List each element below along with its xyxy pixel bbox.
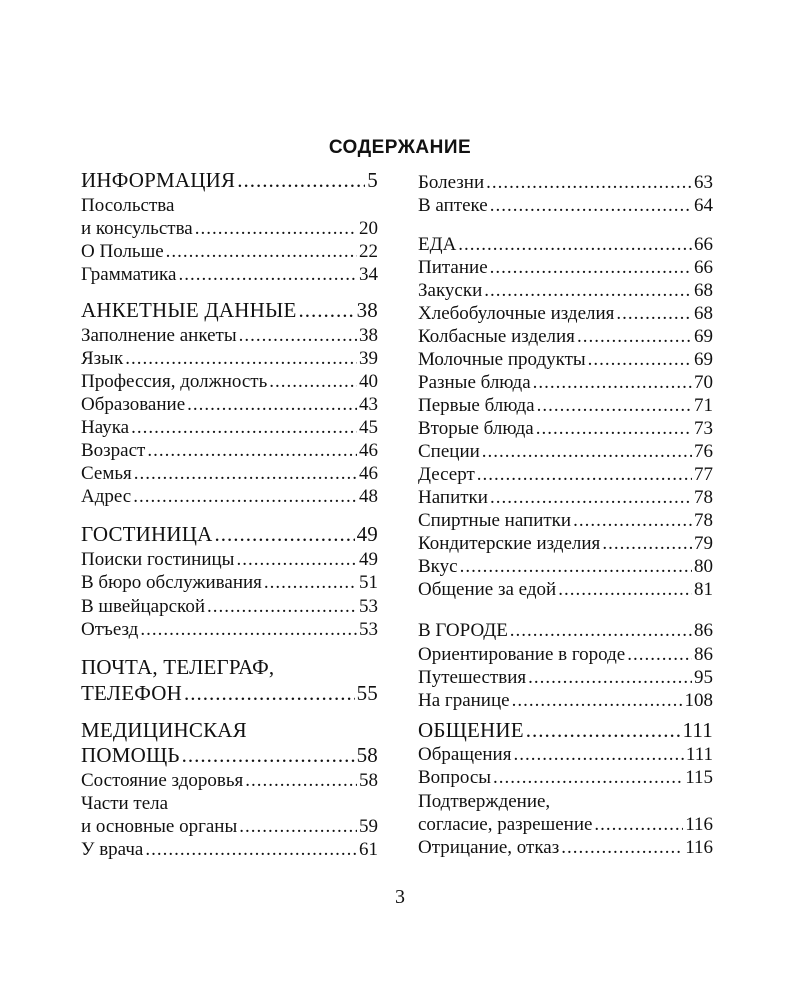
toc-entry [81, 596, 378, 618]
entry-page: 68 [694, 280, 713, 301]
entry-title: ОБЩЕНИЕ [418, 718, 524, 742]
entry-title: Грамматика [81, 264, 177, 285]
entry-title: Общение за едой [418, 579, 557, 600]
toc-section-entry [81, 522, 378, 547]
toc-entry [418, 667, 713, 689]
toc-entry [81, 417, 378, 439]
dot-leader [533, 372, 692, 394]
dot-leader [133, 486, 357, 508]
toc-entry [81, 816, 378, 838]
entry-page: 39 [359, 348, 378, 369]
entry-title: О Польше [81, 241, 164, 262]
entry-title: Первые блюда [418, 395, 535, 416]
toc-entry [418, 464, 713, 486]
entry-title: Закуски [418, 280, 483, 301]
entry-title: Вопросы [418, 767, 492, 788]
entry-page: 108 [684, 690, 713, 711]
entry-title: В швейцарской [81, 596, 205, 617]
entry-page: 116 [685, 837, 713, 858]
entry-title: Молочные продукты [418, 349, 586, 370]
entry-page: 20 [359, 218, 378, 239]
dot-leader [510, 620, 692, 642]
toc-entry [81, 195, 378, 217]
entry-title: У врача [81, 839, 144, 860]
dot-leader [537, 395, 692, 417]
dot-leader [184, 681, 355, 706]
dot-leader [490, 195, 692, 217]
dot-leader [528, 667, 692, 689]
toc-entry [418, 418, 713, 440]
toc-entry [418, 510, 713, 532]
toc-entry [418, 767, 713, 789]
entry-title: Части тела [81, 793, 169, 814]
dot-leader [616, 303, 692, 325]
dot-leader [269, 371, 357, 393]
toc-section-entry [81, 718, 378, 743]
dot-leader [573, 510, 692, 532]
entry-page: 86 [694, 644, 713, 665]
entry-title: ПОМОЩЬ [81, 743, 180, 767]
toc-entry [418, 791, 713, 813]
dot-leader [486, 172, 692, 194]
entry-page: 115 [685, 767, 713, 788]
dot-leader [602, 533, 692, 555]
entry-page: 5 [367, 168, 378, 192]
entry-page: 66 [694, 257, 713, 278]
dot-leader [195, 218, 357, 240]
dot-leader [460, 556, 692, 578]
toc-entry [418, 280, 713, 302]
entry-page: 34 [359, 264, 378, 285]
entry-page: 59 [359, 816, 378, 837]
dot-leader [131, 417, 357, 439]
entry-title: Специи [418, 441, 480, 462]
entry-title: Отъезд [81, 619, 139, 640]
dot-leader [239, 325, 357, 347]
toc-entry [418, 579, 713, 601]
entry-page: 73 [694, 418, 713, 439]
dot-leader [512, 690, 683, 712]
entry-title: Посольства [81, 195, 175, 216]
toc-entry [81, 619, 378, 641]
entry-title: В аптеке [418, 195, 488, 216]
entry-title: согласие, разрешение [418, 814, 593, 835]
dot-leader [215, 522, 355, 547]
entry-page: 53 [359, 596, 378, 617]
entry-title: Обращения [418, 744, 512, 765]
entry-title: Подтверждение, [418, 791, 551, 812]
toc-entry [418, 487, 713, 509]
toc-entry [81, 348, 378, 370]
entry-page: 68 [694, 303, 713, 324]
entry-page: 63 [694, 172, 713, 193]
entry-page: 66 [694, 234, 713, 255]
entry-page: 49 [356, 522, 378, 546]
entry-title: Десерт [418, 464, 475, 485]
entry-page: 49 [359, 549, 378, 570]
entry-title: Болезни [418, 172, 485, 193]
entry-page: 111 [682, 718, 713, 742]
entry-title: Путешествия [418, 667, 527, 688]
dot-leader [140, 619, 357, 641]
entry-page: 46 [359, 440, 378, 461]
toc-entry [418, 349, 713, 371]
dot-leader [182, 743, 355, 768]
toc-entry [418, 744, 713, 766]
entry-page: 61 [359, 839, 378, 860]
entry-title: Напитки [418, 487, 488, 508]
entry-title: АНКЕТНЫЕ ДАННЫЕ [81, 298, 297, 322]
toc-entry [81, 440, 378, 462]
dot-leader [245, 770, 357, 792]
toc-entry [81, 241, 378, 263]
dot-leader [125, 348, 357, 370]
entry-title: ТЕЛЕФОН [81, 681, 183, 705]
entry-title: Адрес [81, 486, 132, 507]
dot-leader [536, 418, 692, 440]
entry-page: 38 [359, 325, 378, 346]
entry-page: 79 [694, 533, 713, 554]
dot-leader [145, 839, 357, 861]
entry-page: 45 [359, 417, 378, 438]
dot-leader [490, 487, 692, 509]
toc-section-entry [418, 234, 713, 256]
toc-entry [81, 486, 378, 508]
entry-page: 116 [685, 814, 713, 835]
entry-title: Кондитерские изделия [418, 533, 601, 554]
entry-title: Питание [418, 257, 488, 278]
toc-entry [81, 218, 378, 240]
entry-title: Спиртные напитки [418, 510, 572, 531]
entry-page: 78 [694, 487, 713, 508]
entry-page: 58 [356, 743, 378, 767]
toc-section-entry [418, 620, 713, 642]
toc-entry [81, 549, 378, 571]
entry-title: ПОЧТА, ТЕЛЕГРАФ, [81, 655, 275, 679]
entry-page: 22 [359, 241, 378, 262]
entry-page: 46 [359, 463, 378, 484]
dot-leader [237, 168, 365, 193]
dot-leader [207, 596, 357, 618]
dot-leader [187, 394, 357, 416]
entry-title: ГОСТИНИЦА [81, 522, 213, 546]
entry-title: В ГОРОДЕ [418, 620, 508, 641]
entry-page: 38 [356, 298, 378, 322]
toc-section-entry [81, 743, 378, 768]
dot-leader [477, 464, 692, 486]
dot-leader [594, 814, 683, 836]
entry-title: Хлебобулочные изделия [418, 303, 615, 324]
entry-title: МЕДИЦИНСКАЯ [81, 718, 247, 742]
toc-entry [418, 326, 713, 348]
entry-title: Отрицание, отказ [418, 837, 560, 858]
entry-page: 81 [694, 579, 713, 600]
page-title: СОДЕРЖАНИЕ [328, 137, 472, 158]
toc-entry [81, 371, 378, 393]
toc-entry [418, 533, 713, 555]
toc-section-entry [418, 718, 713, 743]
entry-page: 58 [359, 770, 378, 791]
dot-leader [239, 816, 357, 838]
toc-entry [418, 814, 713, 836]
dot-leader [484, 280, 692, 302]
entry-title: Колбасные изделия [418, 326, 575, 347]
toc-entry [81, 572, 378, 594]
toc-entry [418, 195, 713, 217]
toc-entry [418, 257, 713, 279]
toc-entry [418, 372, 713, 394]
entry-title: ИНФОРМАЦИЯ [81, 168, 236, 192]
entry-page: 111 [685, 744, 713, 765]
toc-entry [418, 837, 713, 859]
entry-page: 40 [359, 371, 378, 392]
toc-entry [81, 264, 378, 286]
entry-title: Разные блюда [418, 372, 531, 393]
toc-section-entry [81, 298, 378, 323]
dot-leader [482, 441, 692, 463]
dot-leader [458, 234, 692, 256]
dot-leader [134, 463, 357, 485]
entry-page: 55 [356, 681, 378, 705]
entry-title: Семья [81, 463, 132, 484]
toc-section-entry [81, 168, 378, 193]
dot-leader [513, 744, 683, 766]
dot-leader [526, 718, 681, 743]
dot-leader [627, 644, 692, 666]
entry-title: Заполнение анкеты [81, 325, 237, 346]
entry-title: Состояние здоровья [81, 770, 244, 791]
entry-page: 70 [694, 372, 713, 393]
entry-title: Поиски гостиницы [81, 549, 235, 570]
entry-title: Образование [81, 394, 186, 415]
entry-page: 76 [694, 441, 713, 462]
toc-entry [81, 325, 378, 347]
entry-page: 80 [694, 556, 713, 577]
dot-leader [493, 767, 683, 789]
toc-entry [418, 303, 713, 325]
dot-leader [558, 579, 692, 601]
entry-page: 43 [359, 394, 378, 415]
entry-page: 78 [694, 510, 713, 531]
entry-title: На границе [418, 690, 510, 711]
entry-title: Наука [81, 417, 130, 438]
toc-entry [81, 394, 378, 416]
entry-title: Вторые блюда [418, 418, 534, 439]
dot-leader [166, 241, 357, 263]
toc-entry [81, 463, 378, 485]
dot-leader [588, 349, 692, 371]
toc-entry [81, 839, 378, 861]
entry-page: 69 [694, 349, 713, 370]
toc-entry [81, 770, 378, 792]
entry-title: Возраст [81, 440, 146, 461]
entry-title: Язык [81, 348, 124, 369]
toc-entry [418, 395, 713, 417]
entry-page: 95 [694, 667, 713, 688]
entry-title: Профессия, должность [81, 371, 268, 392]
entry-page: 64 [694, 195, 713, 216]
entry-page: 71 [694, 395, 713, 416]
toc-section-entry [81, 681, 378, 706]
dot-leader [264, 572, 357, 594]
entry-title: ЕДА [418, 234, 457, 255]
dot-leader [299, 298, 355, 323]
toc-entry [418, 690, 713, 712]
toc-entry [418, 172, 713, 194]
dot-leader [236, 549, 357, 571]
toc-entry [418, 556, 713, 578]
toc-entry [81, 793, 378, 815]
dot-leader [147, 440, 357, 462]
page-number: 3 [395, 886, 405, 908]
dot-leader [490, 257, 692, 279]
entry-title: Вкус [418, 556, 458, 577]
dot-leader [561, 837, 683, 859]
entry-title: В бюро обслуживания [81, 572, 262, 593]
entry-page: 77 [694, 464, 713, 485]
entry-page: 48 [359, 486, 378, 507]
entry-page: 86 [694, 620, 713, 641]
entry-page: 51 [359, 572, 378, 593]
toc-section-entry [81, 655, 378, 680]
entry-page: 69 [694, 326, 713, 347]
dot-leader [178, 264, 357, 286]
entry-title: Ориентирование в городе [418, 644, 626, 665]
entry-page: 53 [359, 619, 378, 640]
toc-entry [418, 644, 713, 666]
entry-title: и консульства [81, 218, 193, 239]
dot-leader [577, 326, 692, 348]
toc-entry [418, 441, 713, 463]
entry-title: и основные органы [81, 816, 238, 837]
